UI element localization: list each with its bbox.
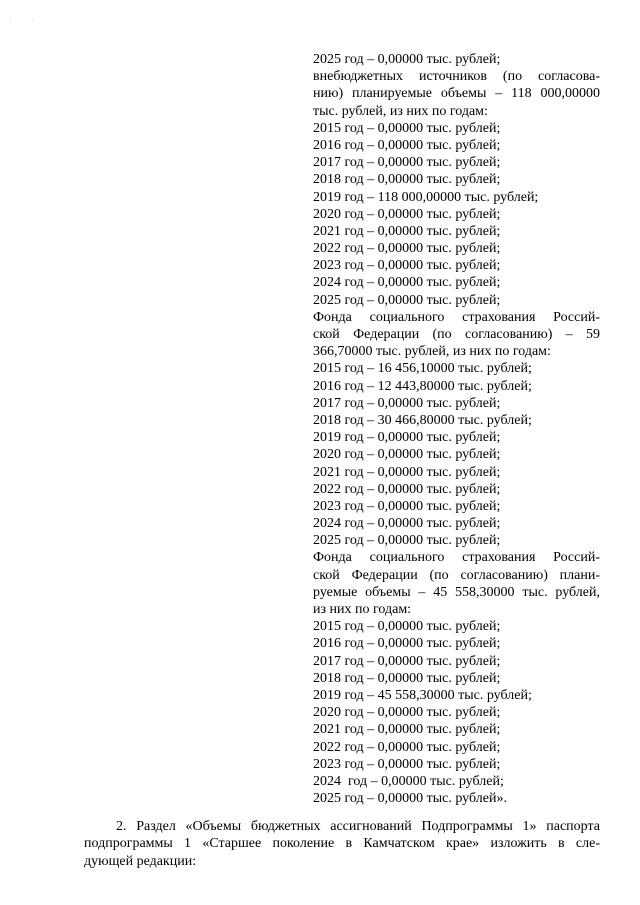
funding-line: 2019 год – 118 000,00000 тыс. рублей; (313, 189, 539, 205)
funding-line: 2024 год – 0,00000 тыс. рублей; (313, 516, 501, 532)
paragraph-line: 2. Раздел «Объемы бюджетных ассигнований Подпрограммы 1» паспорта (116, 819, 600, 834)
funding-line: 2021 год – 0,00000 тыс. рублей; (313, 722, 501, 738)
funding-line: 366,70000 тыс. рублей, из них по годам: (313, 344, 551, 360)
funding-line: 2015 год – 16 456,10000 тыс. рублей; (313, 361, 532, 377)
funding-line: 2022 год – 0,00000 тыс. рублей; (313, 241, 501, 257)
funding-line: 2024 год – 0,00000 тыс. рублей; (313, 773, 504, 789)
funding-line: из них по годам: (313, 602, 412, 617)
funding-line: 2019 год – 0,00000 тыс. рублей; (313, 430, 501, 446)
funding-line: Фонда социального страхования Россий- (313, 309, 600, 325)
funding-line: 2018 год – 0,00000 тыс. рублей; (313, 670, 501, 686)
funding-line: 2017 год – 0,00000 тыс. рублей; (313, 395, 501, 411)
funding-line: 2023 год – 0,00000 тыс. рублей; (313, 756, 501, 772)
paragraph-line: подпрограммы 1 «Старшее поколение в Камчатском крае» изложить в сле- (84, 836, 600, 852)
funding-line: 2025 год – 0,00000 тыс. рублей; (313, 52, 501, 67)
funding-line: 2022 год – 0,00000 тыс. рублей; (313, 739, 501, 755)
funding-line: 2021 год – 0,00000 тыс. рублей; (313, 223, 501, 239)
funding-line: ской Федерации (по согласованию) – 59 (313, 327, 600, 342)
funding-line: 2024 год – 0,00000 тыс. рублей; (313, 275, 501, 291)
amendment-paragraph (84, 818, 600, 870)
funding-line: 2019 год – 45 558,30000 тыс. рублей; (313, 687, 532, 703)
funding-line: нию) планируемые объемы – 118 000,00000 (313, 86, 600, 102)
funding-line: 2025 год – 0,00000 тыс. рублей; (313, 533, 501, 549)
funding-line: внебюджетных источников (по согласова- (313, 69, 600, 85)
funding-line: 2022 год – 0,00000 тыс. рублей; (313, 481, 501, 497)
funding-line: 2016 год – 12 443,80000 тыс. рублей; (313, 378, 532, 394)
funding-line: тыс. рублей, из них по годам: (313, 103, 488, 119)
funding-line: 2017 год – 0,00000 тыс. рублей; (313, 155, 501, 171)
funding-line: 2018 год – 0,00000 тыс. рублей; (313, 172, 501, 188)
funding-line: 2025 год – 0,00000 тыс. рублей; (313, 292, 501, 308)
funding-line: 2015 год – 0,00000 тыс. рублей; (313, 619, 501, 635)
funding-line: руемые объемы – 45 558,30000 тыс. рублей, (313, 584, 600, 600)
funding-line: Фонда социального страхования Россий- (313, 550, 600, 566)
funding-line: ской Федерации (по согласованию) плани- (313, 567, 600, 583)
funding-line: 2018 год – 30 466,80000 тыс. рублей; (313, 412, 532, 428)
funding-line: 2020 год – 0,00000 тыс. рублей; (313, 447, 501, 463)
paragraph-line: дующей редакции: (84, 853, 197, 869)
funding-line: 2020 год – 0,00000 тыс. рублей; (313, 206, 501, 222)
scan-corner-mark: ' ' (10, 20, 44, 26)
funding-line: 2016 год – 0,00000 тыс. рублей; (313, 636, 501, 652)
funding-line: 2025 год – 0,00000 тыс. рублей». (313, 791, 507, 807)
funding-line: 2023 год – 0,00000 тыс. рублей; (313, 498, 501, 514)
funding-line: 2021 год – 0,00000 тыс. рублей; (313, 464, 501, 480)
funding-line: 2015 год – 0,00000 тыс. рублей; (313, 120, 501, 136)
funding-line: 2020 год – 0,00000 тыс. рублей; (313, 705, 501, 721)
funding-details-column (313, 51, 600, 807)
funding-line: 2017 год – 0,00000 тыс. рублей; (313, 653, 501, 669)
funding-line: 2023 год – 0,00000 тыс. рублей; (313, 258, 501, 274)
funding-line: 2016 год – 0,00000 тыс. рублей; (313, 137, 501, 153)
